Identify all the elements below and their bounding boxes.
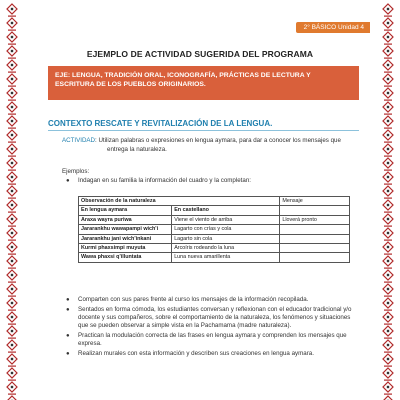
activity-steps-list: [62, 296, 352, 359]
border-center-dot: [11, 204, 13, 206]
border-bar-motif: [384, 44, 392, 45]
border-bar-motif: [384, 338, 392, 339]
table-cell-message: Lloverá pronto: [280, 215, 350, 224]
bullet-icon: ●: [66, 350, 70, 357]
border-center-dot: [11, 246, 13, 248]
border-center-dot: [387, 134, 389, 136]
table-cell-aymara: Jararankhu wawapampi wich'i: [79, 225, 172, 234]
bullet-icon: ●: [66, 178, 70, 184]
table-cell-aymara: Kurmi phaxsimpi muyuta: [79, 244, 172, 253]
border-center-dot: [11, 330, 13, 332]
examples-label: Ejemplos:: [62, 168, 90, 175]
border-center-dot: [11, 316, 13, 318]
list-item: [62, 350, 352, 358]
border-bar-motif: [8, 254, 16, 255]
table-cell-message: [280, 234, 350, 243]
border-center-dot: [387, 8, 389, 10]
border-bar-motif: [8, 170, 16, 171]
border-bar-motif: [8, 44, 16, 45]
context-heading-text: CONTEXTO RESCATE Y REVITALIZACIÓN DE LA LENGUA.: [48, 119, 273, 128]
border-center-dot: [11, 190, 13, 192]
list-item: [62, 332, 352, 348]
table-cell-aymara: Jararankhu jani wich'inkani: [79, 234, 172, 243]
table-cell-aymara: Araxa wayra puriwa: [79, 215, 172, 224]
border-center-dot: [11, 288, 13, 290]
list-item: [62, 296, 352, 304]
list-item: [62, 306, 352, 331]
border-center-dot: [11, 92, 13, 94]
border-center-dot: [387, 218, 389, 220]
border-bar-motif: [8, 114, 16, 115]
border-center-dot: [387, 64, 389, 66]
border-center-dot: [11, 50, 13, 52]
border-center-dot: [387, 50, 389, 52]
border-center-dot: [387, 330, 389, 332]
border-center-dot: [11, 120, 13, 122]
left-decorative-border: [6, 0, 18, 400]
border-bar-motif: [384, 128, 392, 129]
table-row: [79, 215, 350, 224]
border-center-dot: [387, 176, 389, 178]
border-center-dot: [11, 134, 13, 136]
table-header-message: Mensaje: [280, 197, 350, 206]
border-center-dot: [387, 190, 389, 192]
border-bar-motif: [384, 142, 392, 143]
border-center-dot: [11, 22, 13, 24]
border-bar-motif: [8, 156, 16, 157]
table-row: [79, 225, 350, 234]
border-bar-motif: [8, 226, 16, 227]
table-cell-message: [280, 244, 350, 253]
list-item-text: Comparten con sus pares frente al curso los mensajes de la información recopilada.: [78, 296, 309, 303]
border-bar-motif: [384, 184, 392, 185]
context-divider: [48, 130, 359, 131]
border-center-dot: [387, 288, 389, 290]
border-bar-motif: [8, 268, 16, 269]
border-bar-motif: [8, 324, 16, 325]
border-bar-motif: [8, 16, 16, 17]
border-bar-motif: [384, 170, 392, 171]
border-bar-motif: [8, 394, 16, 395]
border-bar-motif: [384, 72, 392, 73]
table-header-row: [79, 197, 350, 206]
border-center-dot: [11, 232, 13, 234]
border-bar-motif: [8, 142, 16, 143]
list-item: [62, 177, 352, 185]
border-bar-motif: [8, 58, 16, 59]
border-bar-motif: [384, 114, 392, 115]
border-bar-motif: [384, 86, 392, 87]
context-heading: [48, 119, 359, 131]
border-bar-motif: [8, 86, 16, 87]
table-row: [79, 244, 350, 253]
border-bar-motif: [384, 30, 392, 31]
border-center-dot: [387, 246, 389, 248]
border-center-dot: [11, 302, 13, 304]
border-center-dot: [387, 22, 389, 24]
border-bar-motif: [8, 282, 16, 283]
table-cell-castellano: Luna nueva amarillenta: [172, 253, 280, 262]
border-center-dot: [387, 274, 389, 276]
intro-list: [62, 177, 352, 187]
border-bar-motif: [384, 254, 392, 255]
table-col-aymara: En lengua aymara: [79, 206, 172, 215]
border-bar-motif: [384, 240, 392, 241]
border-bar-motif: [8, 128, 16, 129]
border-center-dot: [387, 162, 389, 164]
border-diamond-motif: [7, 396, 17, 400]
list-item-text: Practican la modulación correcta de las frases en lengua aymara y comprenden los mensajes que expresa.: [78, 331, 347, 348]
border-center-dot: [387, 92, 389, 94]
border-bar-motif: [8, 366, 16, 367]
border-bar-motif: [384, 394, 392, 395]
border-center-dot: [11, 218, 13, 220]
border-bar-motif: [8, 310, 16, 311]
border-center-dot: [11, 162, 13, 164]
border-center-dot: [11, 64, 13, 66]
table-cell-aymara: Wawa phaxsi q'illuntata: [79, 253, 172, 262]
border-diamond-motif: [383, 396, 393, 400]
border-bar-motif: [8, 296, 16, 297]
page-title: EJEMPLO DE ACTIVIDAD SUGERIDA DEL PROGRAMA: [86, 49, 314, 59]
table-cell-castellano: Lagarto sin cola: [172, 234, 280, 243]
border-center-dot: [11, 344, 13, 346]
border-bar-motif: [384, 310, 392, 311]
border-bar-motif: [8, 212, 16, 213]
table-cell-castellano: Lagarto con crías y cola: [172, 225, 280, 234]
border-bar-motif: [8, 198, 16, 199]
border-center-dot: [11, 260, 13, 262]
border-bar-motif: [8, 72, 16, 73]
border-center-dot: [387, 106, 389, 108]
border-center-dot: [387, 204, 389, 206]
border-center-dot: [11, 36, 13, 38]
border-bar-motif: [384, 352, 392, 353]
border-center-dot: [11, 106, 13, 108]
table-cell-empty: [280, 206, 350, 215]
border-center-dot: [387, 36, 389, 38]
border-bar-motif: [384, 268, 392, 269]
bullet-icon: ●: [66, 332, 70, 339]
border-bar-motif: [384, 156, 392, 157]
border-bar-motif: [8, 380, 16, 381]
table-cell-castellano: Arcoíris rodeando la luna: [172, 244, 280, 253]
table-cell-message: [280, 225, 350, 234]
border-center-dot: [11, 78, 13, 80]
border-center-dot: [387, 232, 389, 234]
border-center-dot: [387, 316, 389, 318]
grade-unit-tag: 2° BÁSICO Unidad 4: [296, 22, 370, 33]
list-item-text: Realizan murales con esta información y describen sus creaciones en lengua aymara.: [78, 349, 314, 357]
border-center-dot: [387, 302, 389, 304]
list-item-text: Sentados en forma cómoda, los estudiantes conversan y reflexionan con el educador tradicional y/o docente y sus compañeros, sobre el comportamiento de la naturaleza, los fenómenos y situaciones que se pueden observar a simple vista en la Pachamama (madre naturaleza).: [78, 305, 352, 330]
table-header-observation: Observación de la naturaleza: [79, 197, 280, 206]
border-bar-motif: [384, 198, 392, 199]
border-center-dot: [387, 260, 389, 262]
border-center-dot: [387, 120, 389, 122]
axis-banner: EJE: LENGUA, TRADICIÓN ORAL, ICONOGRAFÍA, PRÁCTICAS DE LECTURA Y ESCRITURA DE LOS PUEBLOS ORIGINARIOS.: [48, 66, 359, 100]
border-bar-motif: [384, 16, 392, 17]
border-center-dot: [387, 372, 389, 374]
table-cell-castellano: Viene el viento de arriba: [172, 215, 280, 224]
border-bar-motif: [8, 240, 16, 241]
border-center-dot: [387, 78, 389, 80]
border-center-dot: [11, 358, 13, 360]
border-center-dot: [387, 386, 389, 388]
nature-observation-table: [78, 196, 350, 263]
border-center-dot: [387, 358, 389, 360]
activity-text-line2: entrega la naturaleza.: [107, 145, 167, 153]
border-bar-motif: [384, 226, 392, 227]
table-cell-message: [280, 253, 350, 262]
border-bar-motif: [8, 338, 16, 339]
border-bar-motif: [384, 296, 392, 297]
border-center-dot: [11, 148, 13, 150]
right-decorative-border: [382, 0, 394, 400]
border-center-dot: [11, 8, 13, 10]
border-center-dot: [11, 176, 13, 178]
border-bar-motif: [384, 366, 392, 367]
bullet-icon: ●: [66, 306, 70, 313]
border-center-dot: [11, 386, 13, 388]
table-subheader-row: [79, 206, 350, 215]
activity-label: ACTIVIDAD: [62, 137, 96, 144]
border-center-dot: [387, 344, 389, 346]
border-bar-motif: [384, 380, 392, 381]
border-bar-motif: [8, 184, 16, 185]
list-item-text: Indagan en su familia la información del cuadro y la completan:: [78, 177, 252, 184]
border-bar-motif: [8, 100, 16, 101]
border-bar-motif: [384, 58, 392, 59]
border-center-dot: [11, 372, 13, 374]
activity-description: [62, 137, 352, 154]
table-col-castellano: En castellano: [172, 206, 280, 215]
border-bar-motif: [8, 30, 16, 31]
border-bar-motif: [384, 212, 392, 213]
border-bar-motif: [384, 100, 392, 101]
table-row: [79, 253, 350, 262]
bullet-icon: ●: [66, 297, 70, 303]
border-center-dot: [387, 148, 389, 150]
table-row: [79, 234, 350, 243]
border-bar-motif: [384, 282, 392, 283]
border-bar-motif: [384, 324, 392, 325]
border-bar-motif: [8, 352, 16, 353]
border-center-dot: [11, 274, 13, 276]
activity-text-line1: : Utilizan palabras o expresiones en lengua aymara, para dar a conocer los mensajes que: [95, 137, 341, 144]
